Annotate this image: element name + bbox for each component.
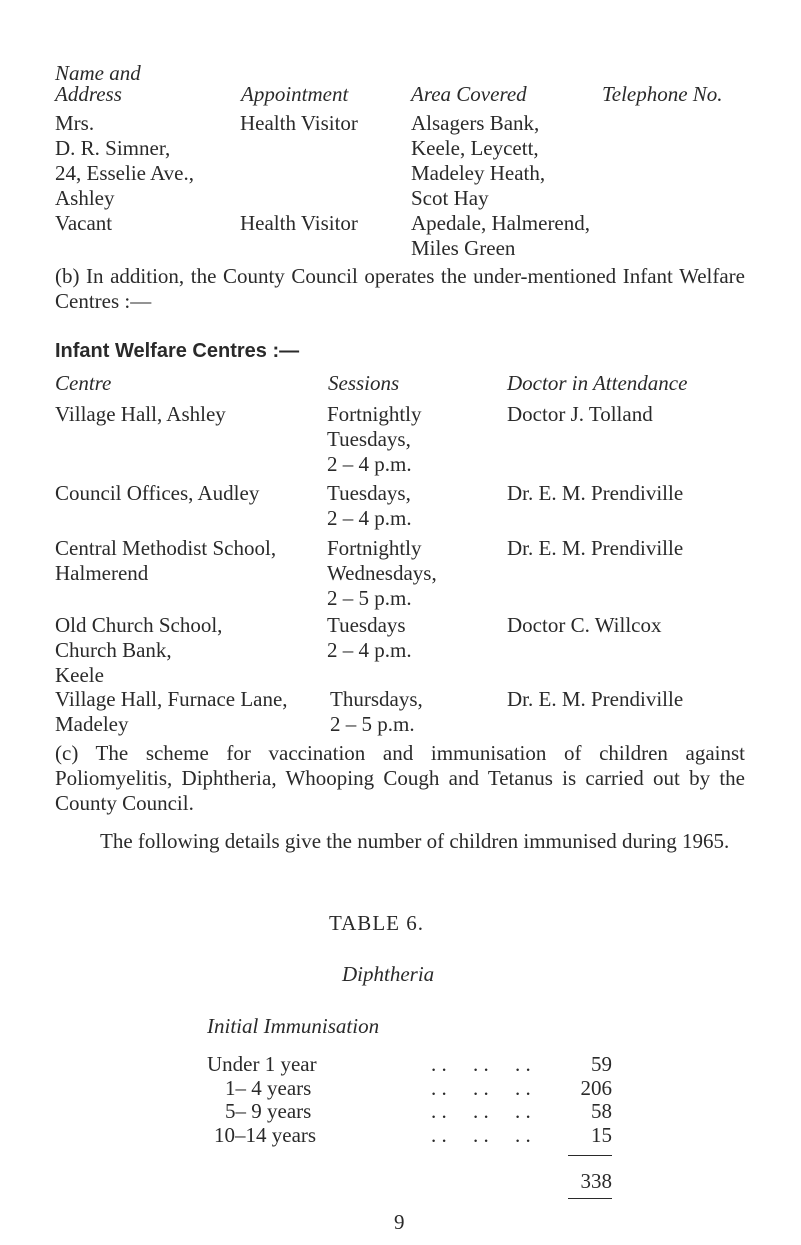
centre-row-3: Central Methodist School, Halmerend	[55, 536, 277, 585]
paragraph-d: The following details give the number of children immunised during 1965.	[100, 829, 730, 853]
doctor-row-5: Dr. E. M. Prendiville	[507, 687, 684, 711]
table6-row-4-leader: . . . . . .	[431, 1123, 531, 1147]
doctor-row-3: Dr. E. M. Prendiville	[507, 536, 684, 560]
sessions-row-3: Fortnightly Wednesdays, 2 – 5 p.m.	[327, 536, 437, 610]
table6-row-1-leader: . . . . . .	[431, 1052, 531, 1076]
staff-row-1-area: Alsagers Bank, Keele, Leycett, Madeley Heath, Scot Hay	[411, 111, 546, 210]
header-centre: Centre	[55, 371, 112, 395]
doctor-row-4: Doctor C. Willcox	[507, 613, 662, 637]
table6-title: TABLE 6.	[329, 911, 424, 935]
staff-row-2-appointment: Health Visitor	[240, 211, 358, 235]
welfare-heading: Infant Welfare Centres :—	[55, 340, 300, 362]
header-name-line2: Address	[55, 82, 122, 106]
table6-subtitle: Diphtheria	[342, 962, 435, 986]
table6-row-3-label: 5– 9 years	[225, 1099, 312, 1123]
sessions-row-5: Thursdays, 2 – 5 p.m.	[330, 687, 423, 736]
header-sessions: Sessions	[328, 371, 400, 395]
centre-row-1: Village Hall, Ashley	[55, 402, 226, 426]
table6-row-2-value: 206	[580, 1076, 612, 1100]
table6-row-1-label: Under 1 year	[207, 1052, 317, 1076]
staff-row-2-name: Vacant	[55, 211, 113, 235]
staff-row-2-area: Apedale, Halmerend, Miles Green	[411, 211, 591, 260]
staff-row-1-name: Mrs. D. R. Simner, 24, Esselie Ave., Ashley	[55, 111, 195, 210]
total-rule-bottom	[568, 1198, 612, 1199]
header-telephone: Telephone No.	[602, 82, 723, 106]
total-rule-top	[568, 1155, 612, 1156]
header-area: Area Covered	[411, 82, 527, 106]
table6-row-3-leader: . . . . . .	[431, 1099, 531, 1123]
centre-row-4: Old Church School, Church Bank, Keele	[55, 613, 223, 687]
table6-section: Initial Immunisation	[207, 1014, 380, 1038]
centre-row-5: Village Hall, Furnace Lane, Madeley	[55, 687, 288, 736]
sessions-row-2: Tuesdays, 2 – 4 p.m.	[327, 481, 412, 530]
sessions-row-4: Tuesdays 2 – 4 p.m.	[327, 613, 412, 662]
table6-row-2-leader: . . . . . .	[431, 1076, 531, 1100]
doctor-row-2: Dr. E. M. Prendiville	[507, 481, 684, 505]
table6-row-1-value: 59	[591, 1052, 612, 1076]
header-name-line1: Name and	[55, 61, 141, 85]
paragraph-c: (c) The scheme for vaccination and immunisation of children against Poliomyelitis, Diphtheria, Whooping Cough and Tetanus is carried out by the County Council.	[55, 741, 745, 815]
doctor-row-1: Doctor J. Tolland	[507, 402, 653, 426]
table6-row-4-value: 15	[591, 1123, 612, 1147]
table6-total: 338	[580, 1169, 612, 1193]
staff-row-1-appointment: Health Visitor	[240, 111, 358, 135]
centre-row-2: Council Offices, Audley	[55, 481, 260, 505]
table6-row-4-label: 10–14 years	[214, 1123, 317, 1147]
table6-row-3-value: 58	[591, 1099, 612, 1123]
sessions-row-1: Fortnightly Tuesdays, 2 – 4 p.m.	[327, 402, 422, 476]
table6-row-2-label: 1– 4 years	[225, 1076, 312, 1100]
header-doctor: Doctor in Attendance	[507, 371, 688, 395]
paragraph-b: (b) In addition, the County Council operates the under-mentioned Infant Welfare Centres :—	[55, 264, 745, 313]
page-number: 9	[394, 1210, 405, 1234]
header-appointment: Appointment	[241, 82, 349, 106]
